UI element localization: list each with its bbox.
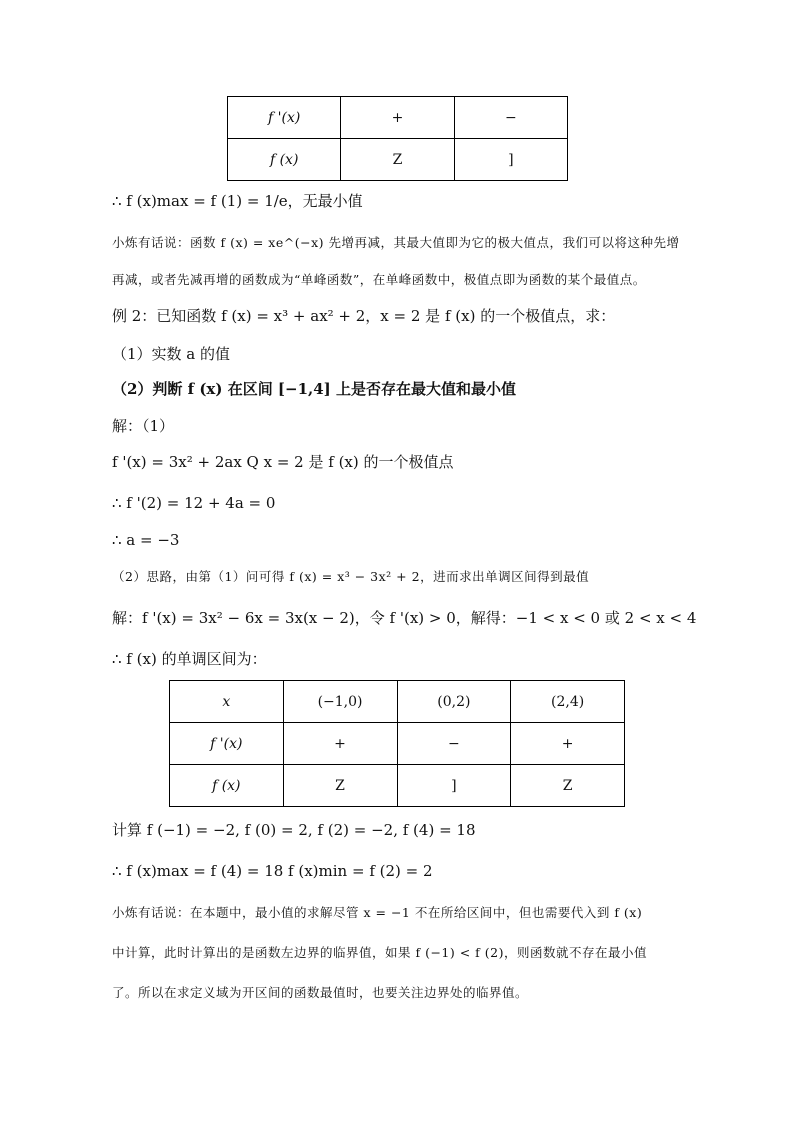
text-line: ∴ f '(2) = 12 + 4a = 0 bbox=[112, 494, 276, 512]
text-line: 小炼有话说：在本题中，最小值的求解尽管 x = −1 不在所给区间中，但也需要代入到 f (x) bbox=[112, 905, 643, 920]
table2-cell: + bbox=[511, 723, 625, 765]
text-line: ∴ f (x) 的单调区间为： bbox=[112, 650, 267, 668]
table2-cell: x bbox=[170, 681, 284, 723]
text-line: （2）思路，由第（1）问可得 f (x) = x³ − 3x² + 2，进而求出单调区间得到最值 bbox=[112, 569, 590, 584]
table2-cell: f '(x) bbox=[170, 723, 284, 765]
table2-cell: (0,2) bbox=[397, 681, 511, 723]
monotonicity-table-1 bbox=[227, 96, 568, 181]
text-line: f '(x) = 3x² + 2ax Q x = 2 是 f (x) 的一个极值点 bbox=[112, 453, 454, 471]
table2-cell: + bbox=[283, 723, 397, 765]
table1-cell: ] bbox=[454, 139, 567, 181]
table2-cell: (2,4) bbox=[511, 681, 625, 723]
text-line: （1）实数 a 的值 bbox=[112, 345, 231, 363]
text-line: （2）判断 f (x) 在区间 [−1,4] 上是否存在最大值和最小值 bbox=[112, 380, 516, 398]
text-line: 解：（1） bbox=[112, 417, 175, 435]
text-line: 小炼有话说：函数 f (x) = xe^(−x) 先增再减，其最大值即为它的极大值点，我们可以将这种先增 bbox=[112, 235, 680, 250]
table1-cell: f (x) bbox=[228, 139, 341, 181]
table2-cell: − bbox=[397, 723, 511, 765]
table2-cell: Z bbox=[283, 765, 397, 807]
table1-cell: f '(x) bbox=[228, 97, 341, 139]
text-line: 计算 f (−1) = −2, f (0) = 2, f (2) = −2, f (4) = 18 bbox=[112, 821, 476, 839]
table2-cell: Z bbox=[511, 765, 625, 807]
text-line: ∴ a = −3 bbox=[112, 531, 180, 549]
table1-cell: − bbox=[454, 97, 567, 139]
table1-cell: + bbox=[341, 97, 454, 139]
text-line: 中计算，此时计算出的是函数左边界的临界值，如果 f (−1) < f (2)，则函数就不存在最小值 bbox=[112, 945, 647, 960]
text-line: 解：f '(x) = 3x² − 6x = 3x(x − 2)，令 f '(x) > 0，解得：−1 < x < 0 或 2 < x < 4 bbox=[112, 609, 697, 627]
text-line: ∴ f (x)max = f (1) = 1/e，无最小值 bbox=[112, 192, 363, 210]
text-line: 再减，或者先减再增的函数成为“单峰函数”，在单峰函数中，极值点即为函数的某个最值点。 bbox=[112, 272, 646, 287]
table2-cell: f (x) bbox=[170, 765, 284, 807]
table2-cell: (−1,0) bbox=[283, 681, 397, 723]
table1-cell: Z bbox=[341, 139, 454, 181]
table2-cell: ] bbox=[397, 765, 511, 807]
text-line: ∴ f (x)max = f (4) = 18 f (x)min = f (2) = 2 bbox=[112, 862, 433, 880]
monotonicity-table-2 bbox=[169, 680, 625, 807]
text-line: 例 2：已知函数 f (x) = x³ + ax² + 2，x = 2 是 f (x) 的一个极值点，求： bbox=[112, 307, 616, 325]
text-line: 了。所以在求定义域为开区间的函数最值时，也要关注边界处的临界值。 bbox=[112, 985, 529, 1000]
